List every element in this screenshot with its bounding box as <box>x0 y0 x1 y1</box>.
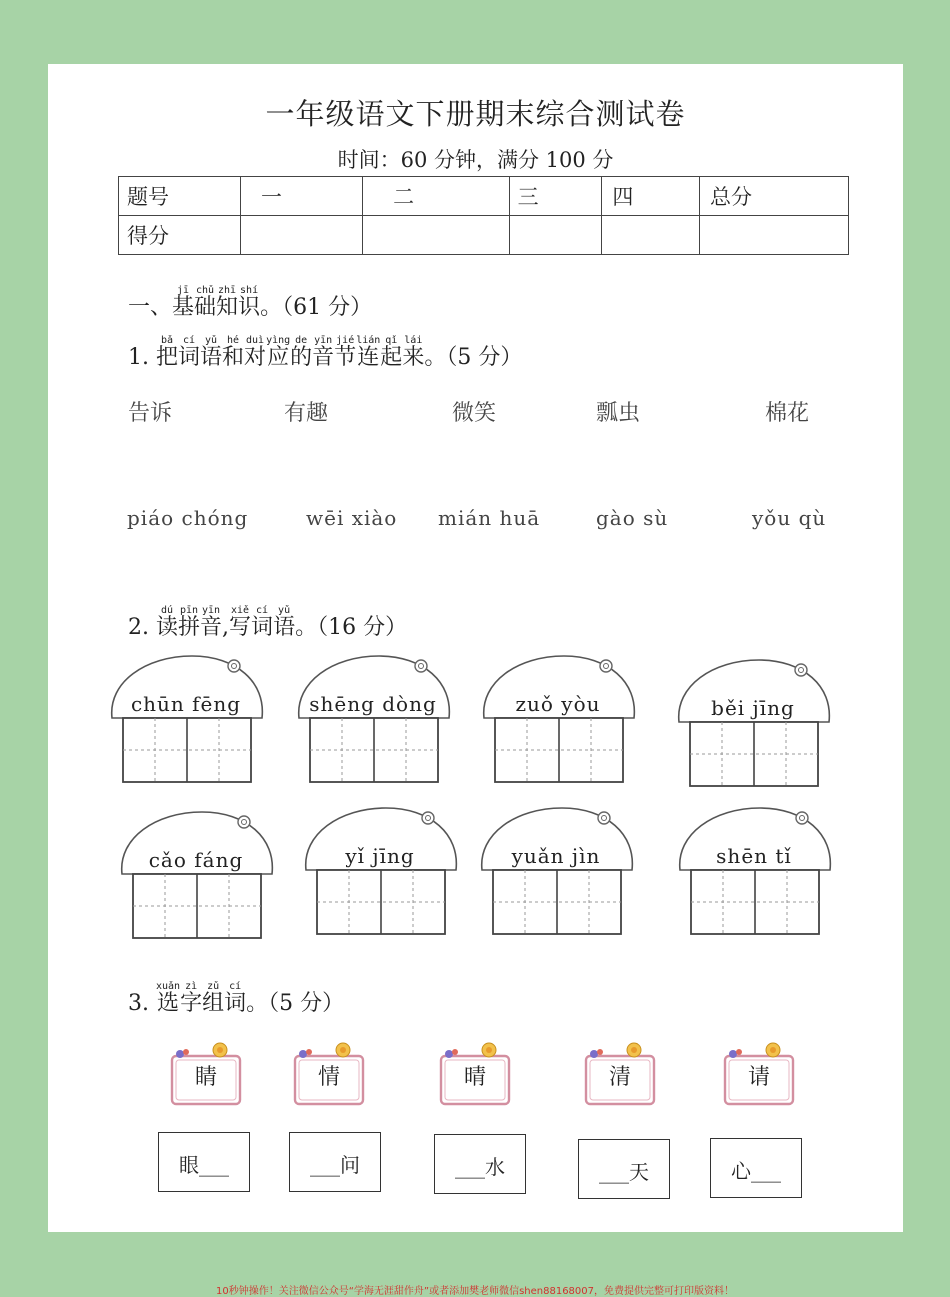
house-pinyin: shēn tǐ <box>716 844 792 868</box>
character-option[interactable] <box>170 1042 242 1106</box>
ruby-hanzi: 音 <box>312 345 335 370</box>
ruby-hanzi: 读 <box>155 615 178 640</box>
ruby-pinyin: yǔ <box>278 605 291 616</box>
ruby-char <box>290 336 312 369</box>
ruby-char <box>238 286 260 319</box>
pinyin-house <box>478 652 638 792</box>
q1-pinyin[interactable]: piáo chóng <box>127 506 249 530</box>
ruby-pinyin: chǔ <box>196 285 215 296</box>
ruby-pinyin: zhī <box>218 285 237 296</box>
pinyin-house <box>300 804 460 944</box>
q3-ruby <box>155 981 247 1016</box>
ruby-char <box>202 982 224 1015</box>
option-char: 情 <box>317 1065 340 1090</box>
q3-heading: 3. xuǎn 选 zì 字 zǔ 组 cí 词 。（5 分） <box>128 981 345 1016</box>
ruby-pinyin: yīn <box>201 605 221 616</box>
ruby-char <box>273 606 295 639</box>
ruby-char <box>178 606 200 639</box>
answer-blank: 心___ <box>731 1159 781 1183</box>
pinyin-house <box>674 804 834 944</box>
ruby-char <box>200 606 222 639</box>
ruby-char <box>200 336 222 369</box>
ruby-hanzi: 连 <box>357 345 380 370</box>
ruby-char <box>180 982 202 1015</box>
ruby-hanzi: 语 <box>273 615 296 640</box>
house-pinyin: shēng dòng <box>309 692 437 716</box>
ruby-hanzi: 知 <box>216 295 239 320</box>
score-table-row <box>119 216 849 255</box>
ruby-hanzi: , <box>222 615 230 640</box>
option-char: 晴 <box>463 1065 486 1090</box>
ruby-hanzi: 把 <box>155 345 178 370</box>
score-header-cell: 三 <box>509 177 602 216</box>
ruby-hanzi: 词 <box>224 991 247 1016</box>
ruby-hanzi: 字 <box>180 991 203 1016</box>
ruby-pinyin: yìng <box>266 335 291 346</box>
score-table-header-row <box>119 177 849 216</box>
ruby-pinyin: de <box>295 335 308 346</box>
pinyin-house <box>293 652 453 792</box>
character-option[interactable] <box>723 1042 795 1106</box>
house-outline <box>106 652 266 792</box>
ruby-char <box>222 336 244 369</box>
house-pinyin: zuǒ yòu <box>515 692 601 716</box>
house-pinyin: běi jīng <box>711 696 795 720</box>
ruby-pinyin: xiě <box>231 605 250 616</box>
q1-pinyin[interactable]: mián huā <box>438 506 541 530</box>
ruby-hanzi: 识 <box>238 295 261 320</box>
ruby-pinyin: shí <box>240 285 259 296</box>
section1-ruby <box>172 285 261 320</box>
ruby-hanzi: 对 <box>244 345 267 370</box>
ruby-pinyin: pīn <box>179 605 199 616</box>
ruby-hanzi: 础 <box>194 295 217 320</box>
answer-blank: ___问 <box>310 1153 360 1177</box>
score-cell[interactable] <box>602 216 700 255</box>
character-option[interactable] <box>293 1042 365 1106</box>
ruby-char <box>251 606 273 639</box>
q1-pinyin[interactable]: yǒu qù <box>752 506 827 530</box>
pinyin-house <box>476 804 636 944</box>
exam-subtitle: 时间：60 分钟，满分 100 分 <box>337 148 614 172</box>
score-header-cell: 二 <box>363 177 510 216</box>
q1-word[interactable]: 瓢虫 <box>596 401 641 426</box>
ruby-char <box>172 286 194 319</box>
ruby-char <box>156 606 178 639</box>
score-header-cell: 四 <box>602 177 700 216</box>
ruby-hanzi: 写 <box>229 615 252 640</box>
house-outline <box>300 804 460 944</box>
ruby-pinyin: cí <box>182 335 196 346</box>
option-char: 清 <box>608 1065 631 1090</box>
score-row-label: 得分 <box>119 216 241 255</box>
answer-box[interactable] <box>710 1138 802 1198</box>
ruby-char <box>356 336 380 369</box>
house-outline <box>116 808 276 948</box>
ruby-hanzi: 语 <box>200 345 223 370</box>
ruby-hanzi: 基 <box>172 295 195 320</box>
ruby-pinyin: zì <box>185 981 198 992</box>
ruby-char <box>229 606 251 639</box>
ruby-hanzi: 词 <box>251 615 274 640</box>
answer-box[interactable] <box>578 1139 670 1199</box>
ruby-pinyin: yǔ <box>205 335 218 346</box>
section1-heading: 一、 jī 基 chǔ 础 zhī 知 shí 识 。（61 分） <box>128 285 373 320</box>
ruby-hanzi: 和 <box>222 345 245 370</box>
ruby-pinyin: cí <box>256 605 269 616</box>
q1-heading: 1. bǎ 把 cí 词 yǔ 语 hé 和 duì 对 yìng 应 de 的 yīn 音 jié 节 lián 连 qǐ 起 lái 来 。（5 分） <box>128 335 523 370</box>
ruby-pinyin: lián <box>356 335 381 346</box>
answer-box[interactable] <box>434 1134 526 1194</box>
score-header-cell: 一 <box>241 177 363 216</box>
ruby-pinyin: cí <box>229 981 242 992</box>
ruby-pinyin: lái <box>404 335 423 346</box>
ruby-hanzi: 来 <box>402 345 425 370</box>
house-pinyin: yuǎn jìn <box>511 844 601 868</box>
ruby-char <box>402 336 424 369</box>
pinyin-house <box>116 808 276 948</box>
ruby-pinyin: jié <box>336 335 355 346</box>
ruby-pinyin: zǔ <box>207 981 220 992</box>
character-option[interactable] <box>439 1042 511 1106</box>
ruby-hanzi: 词 <box>178 345 201 370</box>
score-cell[interactable] <box>363 216 510 255</box>
score-table <box>118 176 849 255</box>
answer-blank: 眼___ <box>179 1153 229 1177</box>
ruby-char <box>194 286 216 319</box>
house-pinyin: cǎo fáng <box>148 848 244 872</box>
q1-word[interactable]: 告诉 <box>128 401 173 426</box>
ruby-char <box>244 336 266 369</box>
footer-notice: 10秒钟操作！关注微信公众号“学海无涯甜作舟”或者添加樊老师微信shen88168007，免费提供完整可打印版资料！ <box>215 1286 735 1297</box>
house-pinyin: chūn fēng <box>130 692 242 716</box>
ruby-char <box>156 336 178 369</box>
character-option[interactable] <box>584 1042 656 1106</box>
answer-blank: ___天 <box>599 1160 649 1184</box>
option-char: 睛 <box>194 1065 217 1090</box>
q1-word[interactable]: 有趣 <box>284 401 329 426</box>
ruby-char <box>224 982 246 1015</box>
ruby-hanzi: 选 <box>157 991 180 1016</box>
ruby-hanzi: 的 <box>290 345 313 370</box>
option-char: 请 <box>747 1065 770 1090</box>
pinyin-house <box>106 652 266 792</box>
ruby-pinyin: hé <box>227 335 240 346</box>
house-outline <box>293 652 453 792</box>
q1-word[interactable]: 微笑 <box>452 401 497 426</box>
ruby-char <box>334 336 356 369</box>
score-header-cell: 题号 <box>119 177 241 216</box>
q1-word[interactable]: 棉花 <box>765 401 810 426</box>
score-header-cell: 总分 <box>700 177 849 216</box>
ruby-char <box>222 606 229 639</box>
ruby-hanzi: 拼 <box>178 615 201 640</box>
ruby-pinyin: qǐ <box>385 335 398 346</box>
house-outline <box>673 656 833 796</box>
ruby-char <box>178 336 200 369</box>
q1-pinyin[interactable]: gào sù <box>596 506 669 530</box>
ruby-hanzi: 节 <box>334 345 357 370</box>
q2-heading: 2. dú 读 pīn 拼 yīn 音 , xiě 写 cí 词 yǔ 语 。（16 分） <box>128 605 408 640</box>
ruby-pinyin: xuǎn <box>155 981 181 992</box>
ruby-pinyin: bǎ <box>160 335 174 346</box>
ruby-hanzi: 应 <box>267 345 290 370</box>
score-cell[interactable] <box>509 216 602 255</box>
answer-box[interactable] <box>289 1132 381 1192</box>
exam-paper <box>48 64 903 1232</box>
house-outline <box>476 804 636 944</box>
score-cell[interactable] <box>700 216 849 255</box>
q1-pinyin[interactable]: wēi xiào <box>306 506 398 530</box>
ruby-hanzi: 组 <box>202 991 225 1016</box>
ruby-char <box>266 336 290 369</box>
ruby-pinyin: jī <box>177 285 190 296</box>
house-pinyin: yǐ jīng <box>345 844 415 868</box>
ruby-char <box>380 336 402 369</box>
answer-blank: ___水 <box>455 1155 505 1179</box>
exam-title: 一年级语文下册期末综合测试卷 <box>265 97 686 131</box>
ruby-pinyin: dú <box>160 605 174 616</box>
pinyin-house <box>673 656 833 796</box>
ruby-char <box>216 286 238 319</box>
score-cell[interactable] <box>241 216 363 255</box>
ruby-char <box>312 336 334 369</box>
ruby-pinyin: duì <box>246 335 265 346</box>
answer-box[interactable] <box>158 1132 250 1192</box>
house-outline <box>674 804 834 944</box>
ruby-char <box>156 982 180 1015</box>
ruby-hanzi: 起 <box>380 345 403 370</box>
ruby-hanzi: 音 <box>200 615 223 640</box>
ruby-pinyin: yīn <box>314 335 333 346</box>
house-outline <box>478 652 638 792</box>
